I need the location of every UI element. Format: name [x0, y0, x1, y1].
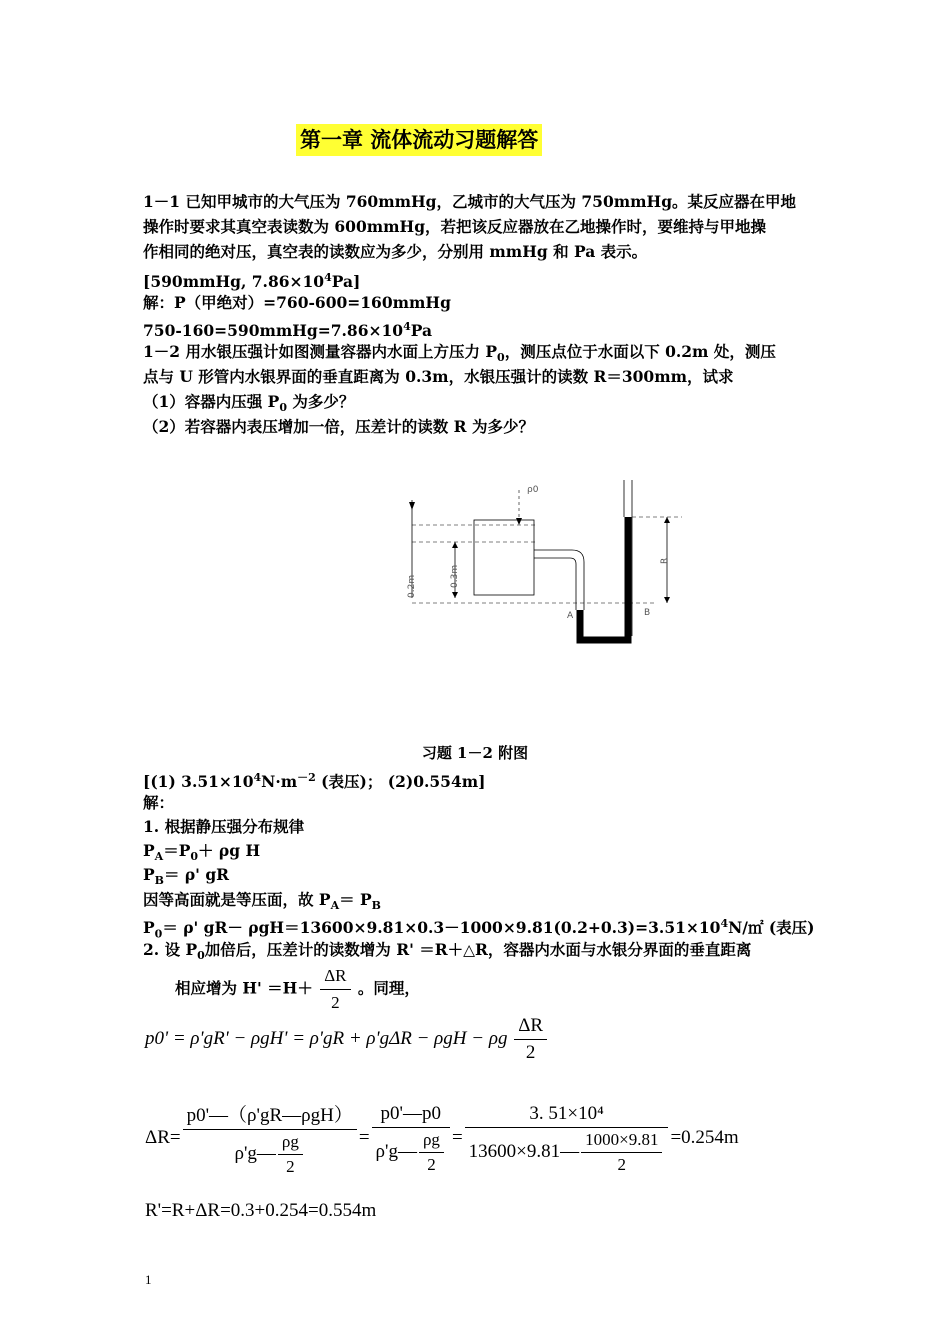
equation-pb: $P_B= \rho'$ gR — [143, 865, 230, 888]
dim-label-03: 0.3m — [450, 564, 460, 588]
solution-step1: 1. 根据静压强分布规律 — [143, 817, 305, 836]
chapter-title: 第一章 流体流动习题解答 — [296, 124, 542, 156]
problem-1-1-line3: 作相同的绝对压，真空表的读数应为多少，分别用 mmHg 和 Pa 表示。 — [143, 242, 648, 261]
solution-label: 解： — [143, 793, 175, 812]
problem-1-2-question1: （1）容器内压强 $P_0$ 为多少？ — [143, 392, 355, 415]
u-tube-mercury — [580, 517, 628, 640]
delta-r-half-fraction: $\frac{\Delta R}{2}$ — [320, 965, 350, 1014]
R-label: R — [660, 557, 670, 564]
manometer-figure — [0, 470, 950, 720]
problem-1-1-line2: 操作时要求其真空表读数为 600mmHg，若把该反应器放在乙地操作时，要维持与甲地操 — [143, 217, 767, 236]
figure-caption: 习题 1－2 附图 — [421, 744, 529, 762]
B-label: B — [644, 608, 651, 618]
equation-p0-prime: p0' = ρ'gR' − ρgH' = ρ'gR + ρ'gΔR − ρgH − ρg $\frac{\Delta R}{2}$ — [145, 1015, 549, 1064]
solution-step2-cont: 相应增为 H' ＝H＋ $\frac{\Delta R}{2}$ 。同理， — [175, 966, 420, 1012]
connecting-pipe — [534, 550, 584, 610]
equation-pa: $P_A=P_0+ \rho g$ H — [143, 841, 261, 864]
container — [474, 520, 534, 595]
equation-p0: $P_0= \rho'$ $gR- \rho gH=13600\times 9.81\times 0.3-1000\times 9.81(0.2+0.3)=3.51\times 10^4N/㎡$ (表压) — [143, 917, 815, 941]
dim-label-02: 0.2m — [407, 574, 417, 598]
equation-r-prime: R'=R+ΔR=0.3+0.254=0.554m — [145, 1200, 377, 1221]
problem-1-2-answer: [(1) $3.51\times 10^4N\cdot m^{-2}$ (表压)； (2)0.554m] — [143, 771, 486, 792]
problem-1-2-line2: 点与 U 形管内水银界面的垂直距离为 0.3m，水银压强计的读数 R＝300mm，试求 — [143, 367, 734, 386]
page-number: 1 — [145, 1272, 152, 1287]
problem-1-2-line1: 1－2 用水银压强计如图测量容器内水面上方压力 $P_0$，测压点位于水面以下 0.2m 处，测压 — [143, 342, 776, 365]
problem-1-1-solution2: $750-160=590mmHg=7.86\times 10^4Pa$ — [143, 320, 433, 341]
problem-1-2-question2: （2）若容器内表压增加一倍，压差计的读数 R 为多少？ — [143, 417, 534, 436]
problem-1-1-answer: [590mmHg, $7.86\times 10^4Pa$] — [143, 271, 361, 292]
problem-1-1-line1: 1－1 已知甲城市的大气压为 760mmHg，乙城市的大气压为 750mmHg。某反应器在甲地 — [143, 192, 797, 211]
A-label: A — [567, 611, 574, 621]
problem-1-1-solution1: 解：P（甲绝对）=760-600=160mmHg — [143, 293, 451, 312]
rho0-label: ρ0 — [527, 485, 539, 495]
equation-delta-r: ΔR= p0'—（ρ'gR—ρgH） ρ'g— $\frac{\rho g}{2}$ = p0'—p0 ρ'g— $\frac{\rho g}{2}$ = 3. 51×10⁴ 13600×9.81— $\frac{1000\times 9.81}{2}$ =0.254m — [145, 1100, 739, 1177]
solution-step2: 2. 设 $P_0$加倍后，压差计的读数增为 R' ＝R＋△R，容器内水面与水银分界面的垂直距离 — [143, 940, 752, 963]
equal-pressure-statement: 因等高面就是等压面，故 $P_A= P_B$ — [143, 890, 381, 913]
